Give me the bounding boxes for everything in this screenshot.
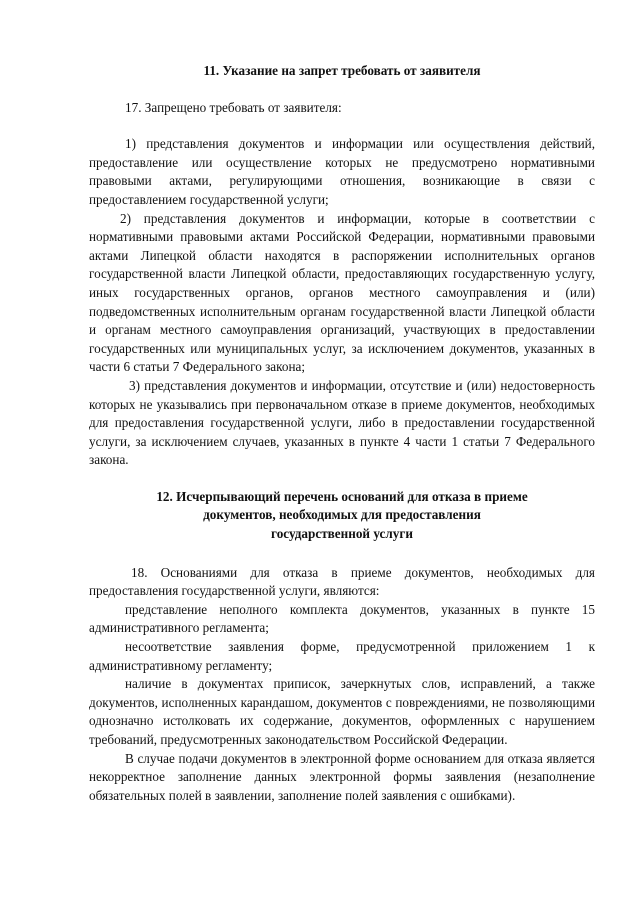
ground-incomplete-set: представление неполного комплекта документов, указанных в пункте 15 административного регламента;: [89, 601, 595, 636]
section-12-heading-line-2: документов, необходимых для предоставления: [203, 507, 481, 523]
ground-form-mismatch: несоответствие заявления форме, предусмотренной приложением 1 к административному регламенту;: [89, 639, 595, 673]
paragraph-17-item-1: 1) представления документов и информации или осуществления действий, предоставление или осуществление которых не предусмотрено нормативными правовыми актами, регулирующими отношения, возникающие в связи с предоставлением государственной услуги;: [89, 136, 595, 207]
paragraph-18: 18. Основаниями для отказа в приеме документов, необходимых для предоставления государственной услуги, являются:: [89, 564, 595, 599]
document-content: [89, 62, 595, 805]
section-12-heading-line-1: 12. Исчерпывающий перечень оснований для отказа в приеме: [156, 488, 528, 504]
ground-corrections: наличие в документах приписок, зачеркнутых слов, исправлений, а также документов, исполненных карандашом, документов с повреждениями, не позволяющими однозначно истолковать их содержание, документов, оформленных с нарушением требований, предусмотренных законодательством Российской Федерации.: [89, 676, 595, 747]
section-11-heading: 11. Указание на запрет требовать от заявителя: [203, 63, 481, 78]
electronic-submission-paragraph: В случае подачи документов в электронной форме основанием для отказа является некорректное заполнение данных электронной формы заявления (незаполнение обязательных полей в заявлении, заполнение полей заявления с ошибками).: [89, 750, 595, 803]
section-12-heading-line-3: государственной услуги: [271, 526, 413, 542]
paragraph-17: 17. Запрещено требовать от заявителя:: [125, 99, 342, 115]
paragraph-17-item-3: 3) представления документов и информации, отсутствие и (или) недостоверность которых не указывались при первоначальном отказе в приеме документов, необходимых для предоставления государственной услуги, либо в предоставлении государственной услуги, за исключением случаев, указанных в пункте 4 части 1 статьи 7 Федерального закона.: [89, 377, 595, 468]
paragraph-17-item-2: 2) представления документов и информации, которые в соответствии с нормативными правовыми актами Российской Федерации, нормативными правовыми актами Липецкой области находятся в распоряжении исполнительных органов государственной власти Липецкой области, предоставляющих государственную услугу, иных государственных органов, органов местного самоуправления и (или) подведомственных исполнительным органам государственной власти Липецкой области и органам местного самоуправления организаций, участвующих в предоставлении государственных или муниципальных услуг, за исключением документов, указанных в части 6 статьи 7 Федерального закона;: [89, 210, 595, 375]
